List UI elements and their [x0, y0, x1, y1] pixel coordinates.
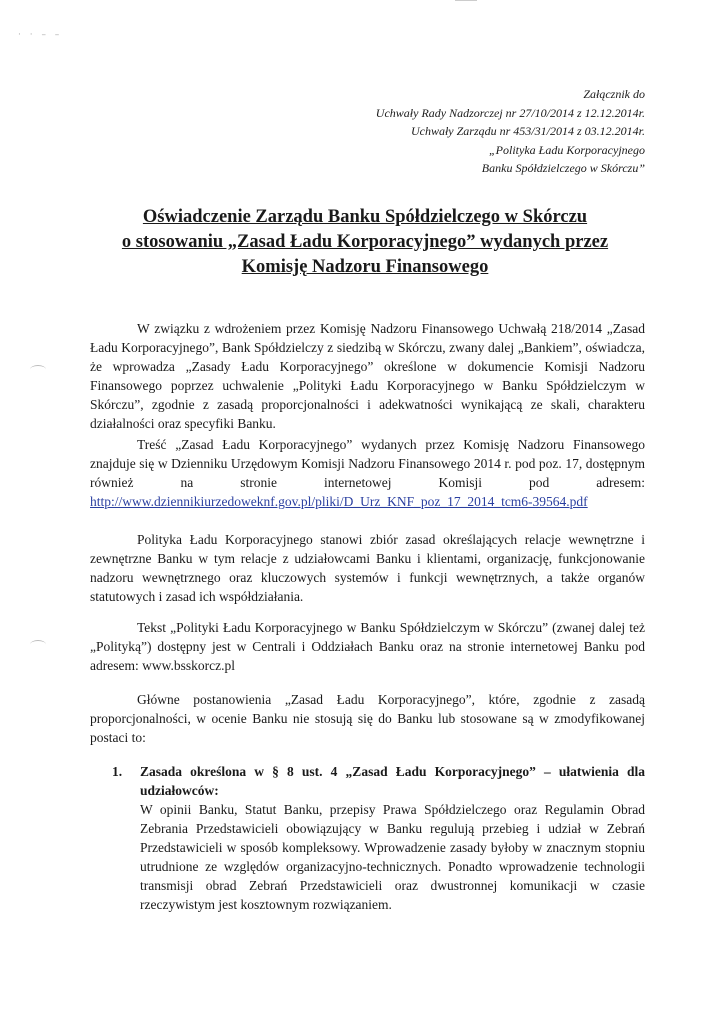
scan-artifact	[455, 0, 477, 4]
title-line: Oświadczenie Zarządu Banku Spółdzielczego w Skórczu	[142, 207, 588, 227]
attachment-line: Banku Spółdzielczego w Skórczu”	[481, 161, 645, 175]
list-item-title: Zasada określona w § 8 ust. 4 „Zasad Ładu Korporacyjnego” – ułatwienia dla udziałowców:	[140, 764, 645, 798]
paragraph-policy-scope: Polityka Ładu Korporacyjnego stanowi zbiór zasad określających relacje wewnętrzne i zewnętrzne Banku w tym relacje z udziałowcami Banku i klientami, organizację, funkcjonowanie nadzoru wewnętrznego oraz kluczowych systemów i funkcji wewnętrznych, a także organów statutowych i zasad ich współdziałania.	[90, 532, 645, 604]
attachment-line: „Polityka Ładu Korporacyjnego	[489, 142, 645, 157]
paragraph-source	[90, 435, 645, 511]
title-line: o stosowaniu „Zasad Ładu Korporacyjnego” wydanych przez	[121, 232, 609, 252]
document-title	[100, 205, 630, 280]
list-item-heading	[90, 762, 645, 800]
list-item-body: W opinii Banku, Statut Banku, przepisy Prawa Spółdzielczego oraz Regulamin Obrad Zebrania Przedstawicieli obowiązujący w Banku regulują przebieg i udział w Zebrań Przedstawicieli w sposób kompleksowy. Wprowadzenie zasady byłoby w znacznym stopniu utrudnione ze względów organizacyjno-technicznych. Ponadto wprowadzenie technologii transmisji obrad Zebrań Przedstawicieli oraz dwustronnej komunikacji w czasie rzeczywistym jest kosztownym rozwiązaniem.	[140, 802, 645, 912]
list-item	[90, 762, 645, 914]
paragraph-intro: W związku z wdrożeniem przez Komisję Nadzoru Finansowego Uchwałą 218/2014 „Zasad Ładu Korporacyjnego”, Bank Spółdzielczy z siedzibą w Skórczu, zwany dalej „Bankiem”, oświadcza, że wprowadza „Zasady Ładu Korporacyjnego” określone w dokumencie Komisji Nadzoru Finansowego poprzez uchwalenie „Polityki Ładu Korporacyjnego w Banku Spółdzielczym w Skórczu”, zgodnie z zasadą proporcjonalności i adekwatności wynikającą ze skali, charakteru działalności oraz specyfiki Banku.	[90, 321, 645, 431]
paragraph-policy-availability: Tekst „Polityki Ładu Korporacyjnego w Banku Spółdzielczym w Skórczu” (zwanej dalej też „Polityką”) dostępny jest w Centrali i Oddziałach Banku oraz na stronie internetowej Banku pod adresem: www.bsskorcz.pl	[90, 620, 645, 673]
scan-artifact: · · – –	[18, 30, 63, 40]
attachment-header	[376, 85, 645, 178]
scan-artifact	[30, 640, 46, 649]
attachment-line: Uchwały Rady Nadzorczej nr 27/10/2014 z 12.12.2014r.	[375, 105, 645, 120]
knf-document-link[interactable]: http://www.dziennikiurzedoweknf.gov.pl/pliki/D_Urz_KNF_poz_17_2014_tcm6-39564.pdf	[90, 494, 588, 509]
list-item-number: 1.	[112, 764, 123, 779]
paragraph-source-text: Treść „Zasad Ładu Korporacyjnego” wydanych przez Komisję Nadzoru Finansowego znajduje się w Dzienniku Urzędowym Komisji Nadzoru Finansowego 2014 r. pod poz. 17, dostępnym również na stronie internetowej Komisji pod adresem:	[90, 437, 645, 490]
attachment-line: Uchwały Zarządu nr 453/31/2014 z 03.12.2014r.	[410, 124, 645, 138]
paragraph-exceptions-intro: Główne postanowienia „Zasad Ładu Korporacyjnego”, które, zgodnie z zasadą proporcjonalności, w ocenie Banku nie stosują się do Banku lub stosowane są w zmodyfikowanej postaci to:	[90, 692, 645, 745]
title-line: Komisję Nadzoru Finansowego	[241, 257, 489, 277]
attachment-line: Załącznik do	[583, 87, 645, 101]
scan-artifact	[30, 365, 46, 374]
